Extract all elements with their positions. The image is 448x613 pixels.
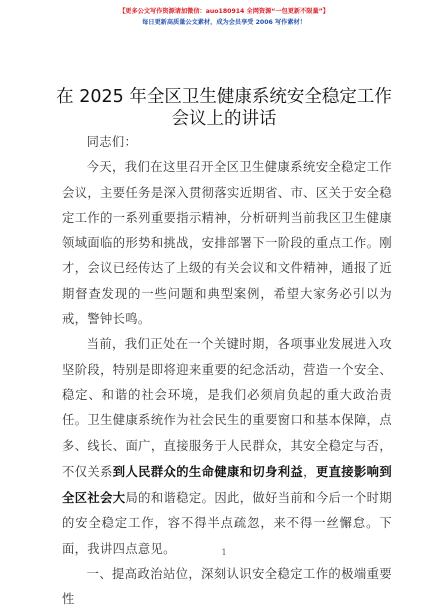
paragraph-2-bold-a: 到人民群众的生命健康和切身利益 xyxy=(112,463,304,479)
paragraph-2 xyxy=(62,332,392,562)
paragraph-2-bold-b: 更直接影响到全区社会大 xyxy=(62,463,392,506)
salutation: 同志们： xyxy=(86,135,138,149)
promo-banner-line-1: 【更多公文写作资源请加微信：auo180914 全网资源“一包更新不限量”】 xyxy=(119,8,329,15)
document-title: 在 2025 年全区卫生健康系统安全稳定工作会议上的讲话 xyxy=(56,87,392,129)
promo-banner xyxy=(0,6,448,28)
paragraph-2-text-a: 当前，我们正处在一个关键时期，各项事业发展进入攻坚阶段，特别是即将迎来重要的纪念活动，营造一个安全、稳定、和谐的社会环境，是我们必须肩负起的重大政治责任。卫生健康系统作为社会民生的重要窗口和基本保障，点多、线长、面广，直接服务于人民群众，其安全稳定与否，不仅关系 xyxy=(62,337,392,479)
section-heading-1: 一、提高政治站位，深刻认识安全稳定工作的极端重要性 xyxy=(62,567,392,607)
page-number: 1 xyxy=(221,548,227,557)
promo-banner-line-2: 每日更新高质量公文素材，成为会员享受 2006 写作素材！ xyxy=(142,19,306,26)
paragraph-2-comma: ， xyxy=(303,464,316,479)
document-body xyxy=(62,130,392,613)
paragraph-1: 今天，我们在这里召开全区卫生健康系统安全稳定工作会议，主要任务是深入贯彻落实近期省、市、区关于安全稳定工作的一系列重要指示精神，分析研判当前我区卫生健康领域面临的形势和挑战，安排部署下一阶段的重点工作。刚才，会议已经传达了上级的有关会议和文件精神，通报了近期督查发现的一些问题和典型案例，希望大家务必引以为戒，警钟长鸣。 xyxy=(62,160,392,327)
paragraph-2-text-b: 局的和谐稳定。因此，做好当前和今后一个时期的安全稳定工作，容不得半点疏忽，来不得一丝懈怠。下面，我讲四点意见。 xyxy=(62,491,392,556)
